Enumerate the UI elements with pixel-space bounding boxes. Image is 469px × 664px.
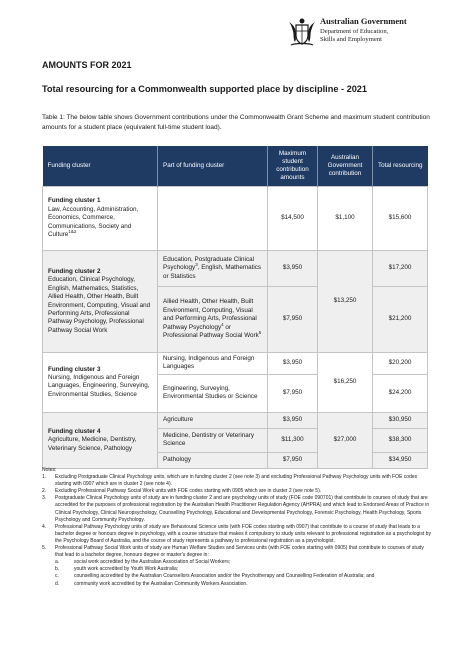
subitem-text: counselling accredited by the Australian Counsellors Association and/or the Psychotherapy and Counselling Federation of Australia; and (74, 573, 375, 580)
table-row (43, 412, 428, 428)
table-header-row (43, 146, 428, 187)
government-name: Australian Government (320, 16, 407, 26)
note-subitem (42, 559, 432, 566)
note-number: 4. (42, 523, 47, 530)
cluster-1-gov-amount: $1,100 (318, 187, 373, 251)
cluster-1-student-amount: $14,500 (268, 187, 318, 251)
note-text: Professional Pathway Psychology units of study are Behavioural Science units (with FOE codes starting with 0907) that contribute to a course of study that leads to a bachelor degree or honours degree in psychology, with a course structure that makes it compulsory to study units relevant to professional registration as a psychologist by the Psychology Board of Australia, and the course of study represents a pathway to professional registration as a psychologist. (55, 523, 431, 544)
cluster-3-part-2: Engineering, Surveying, Environmental Studies or Science (158, 374, 268, 412)
cluster-1-total: $15,600 (373, 187, 428, 251)
cluster-4-part-1: Agriculture (158, 412, 268, 428)
cluster-2-row-2-total: $21,200 (373, 287, 428, 353)
subitem-label: b. (55, 566, 60, 573)
cluster-1-part (158, 187, 268, 251)
header-government-contribution: Australian Government contribution (318, 146, 373, 187)
cluster-3-row-1-student: $3,950 (268, 353, 318, 375)
page-subtitle: Total resourcing for a Commonwealth supported place by discipline - 2021 (42, 84, 368, 94)
subitem-label: d. (55, 580, 60, 587)
cluster-2-part-1-text-b: , English, Mathematics or Statistics (163, 264, 262, 280)
cluster-3-cell (43, 353, 158, 413)
cluster-2-part-2 (158, 287, 268, 353)
cluster-2-description: Education, Clinical Psychology, English, Mathematics, Statistics, Allied Health, Other Health, Built Environment, Computing, Visual and Performing Arts, Professional Pathway Psychology, Professional Pathway Social Work (48, 276, 151, 334)
cluster-4-row-1-total: $30,950 (373, 412, 428, 428)
cluster-4-row-2-total: $38,300 (373, 428, 428, 452)
cluster-4-description: Agriculture, Medicine, Dentistry, Veterinary Science, Pathology (48, 436, 137, 452)
cluster-1-footnote: 1&2 (68, 229, 77, 235)
note-item (42, 474, 432, 488)
cluster-4-row-3-student: $7,950 (268, 452, 318, 468)
note-text: Postgraduate Clinical Psychology units of study are in funding cluster 2 and are psychology units of study (FOE code 090701) that contribute to courses of study that are accredited for the purposes of professional registration by the Australian Health Practitioner Regulation Agency (AHPRA) and which lead to Endorsed Areas of Practice in Clinical Psychology, Clinical Neuropsychology, Counselling Psychology, Educational and Developmental Psychology, Forensic Psychology, Health Psychology, Sports Psychology and Community Psychology. (55, 495, 430, 523)
note-number: 1. (42, 474, 47, 481)
note-text: Professional Pathway Social Work units of study are Human Welfare Studies and Services units (with FOE codes starting with 0905) that contribute to courses of study that lead to a bachelor degree, honours degree or master's degree in: (55, 545, 424, 559)
cluster-1-name: Funding cluster 1 (48, 197, 101, 205)
note-number: 2. (42, 488, 47, 495)
department-line-2: Skills and Employment (320, 36, 382, 43)
department-line-1: Department of Education, (320, 28, 389, 35)
cluster-3-part-1: Nursing, Indigenous and Foreign Languages (158, 353, 268, 375)
header-max-student-contribution: Maximum student contribution amounts (268, 146, 318, 187)
cluster-2-row-1-student: $3,950 (268, 251, 318, 287)
note-subitem (42, 581, 432, 588)
cluster-2-cell (43, 251, 158, 353)
cluster-4-cell (43, 412, 158, 468)
cluster-4-part-2: Medicine, Dentistry or Veterinary Science (158, 428, 268, 452)
page-header (0, 0, 469, 62)
page-title: AMOUNTS FOR 2021 (42, 60, 132, 70)
notes-section (42, 467, 432, 588)
cluster-4-row-3-total: $34,950 (373, 452, 428, 468)
cluster-2-name: Funding cluster 2 (48, 267, 101, 275)
table-row (43, 251, 428, 287)
cluster-3-row-1-total: $20,200 (373, 353, 428, 375)
subitem-text: social work accredited by the Australian Association of Social Workers; (74, 559, 231, 566)
cluster-4-gov-amount: $27,000 (318, 412, 373, 468)
coat-of-arms-icon (287, 16, 317, 48)
subitem-text: youth work accredited by Youth Work Australia; (74, 566, 179, 573)
note-item (42, 524, 432, 545)
subitem-label: c. (55, 573, 59, 580)
note-number: 5. (42, 545, 47, 552)
notes-title: Notes: (42, 467, 57, 473)
cluster-2-gov-amount: $13,250 (318, 251, 373, 353)
header-part-of-cluster: Part of funding cluster (158, 146, 268, 187)
cluster-2-part-2-footnote-1: 4 (221, 321, 224, 327)
cluster-2-row-2-student: $7,950 (268, 287, 318, 353)
note-text: Excluding Postgraduate Clinical Psychology units, which are in funding cluster 2 (see note 3) and excluding Professional Pathway Psychology units with FOE codes starting with 0907 which are in cluster 2 (see note 4). (55, 474, 418, 488)
agency-name (320, 16, 460, 44)
note-subitem (42, 573, 432, 580)
cluster-3-description: Nursing, Indigenous and Foreign Languages, Engineering, Surveying, Environmental Studies, Science (48, 374, 150, 398)
cluster-2-part-1-text-a: Education, Postgraduate Clinical Psychology (163, 255, 255, 272)
subitem-text: community work accredited by the Australian Community Workers Association. (74, 580, 248, 587)
note-subitem (42, 566, 432, 573)
note-item (42, 488, 432, 495)
header-funding-cluster: Funding cluster (43, 146, 158, 187)
cluster-3-gov-amount: $16,250 (318, 353, 373, 413)
table-row (43, 187, 428, 251)
note-item (42, 545, 432, 559)
cluster-2-part-2-text-a: Allied Health, Other Health, Built Environment, Computing, Visual and Performing Arts, Professional Pathway Psychology (163, 298, 257, 331)
note-item (42, 495, 432, 523)
cluster-2-part-1 (158, 251, 268, 287)
cluster-3-name: Funding cluster 3 (48, 365, 101, 373)
cluster-2-part-2-footnote-2: 5 (258, 330, 262, 336)
note-text: Excluding Professional Pathway Social Work units with FOE codes starting with 0905 which are in cluster 2 (see note 5). (55, 488, 322, 495)
cluster-4-part-3: Pathology (158, 452, 268, 468)
table-row (43, 353, 428, 375)
table-caption: Table 1: The below table shows Government contributions under the Commonwealth Grant Scheme and maximum student contribution amounts for a student place (equivalent full-time student load). (42, 114, 430, 131)
subitem-label: a. (55, 559, 60, 566)
cluster-2-row-1-total: $17,200 (373, 251, 428, 287)
cluster-1-cell (43, 187, 158, 251)
note-number: 3. (42, 495, 47, 502)
cluster-4-row-1-student: $3,950 (268, 412, 318, 428)
cluster-4-row-2-student: $11,300 (268, 428, 318, 452)
header-total-resourcing: Total resourcing (373, 146, 428, 187)
cluster-2-part-2-text-b: or Professional Pathway Social Work (163, 323, 259, 340)
cluster-3-row-2-total: $24,200 (373, 374, 428, 412)
cluster-3-row-2-student: $7,950 (268, 374, 318, 412)
funding-table (42, 146, 428, 469)
cluster-1-description: Law, Accounting, Administration, Economics, Commerce, Communications, Society and Culture (48, 205, 139, 239)
cluster-4-name: Funding cluster 4 (48, 427, 101, 435)
cluster-2-part-1-footnote: 3 (195, 262, 198, 268)
